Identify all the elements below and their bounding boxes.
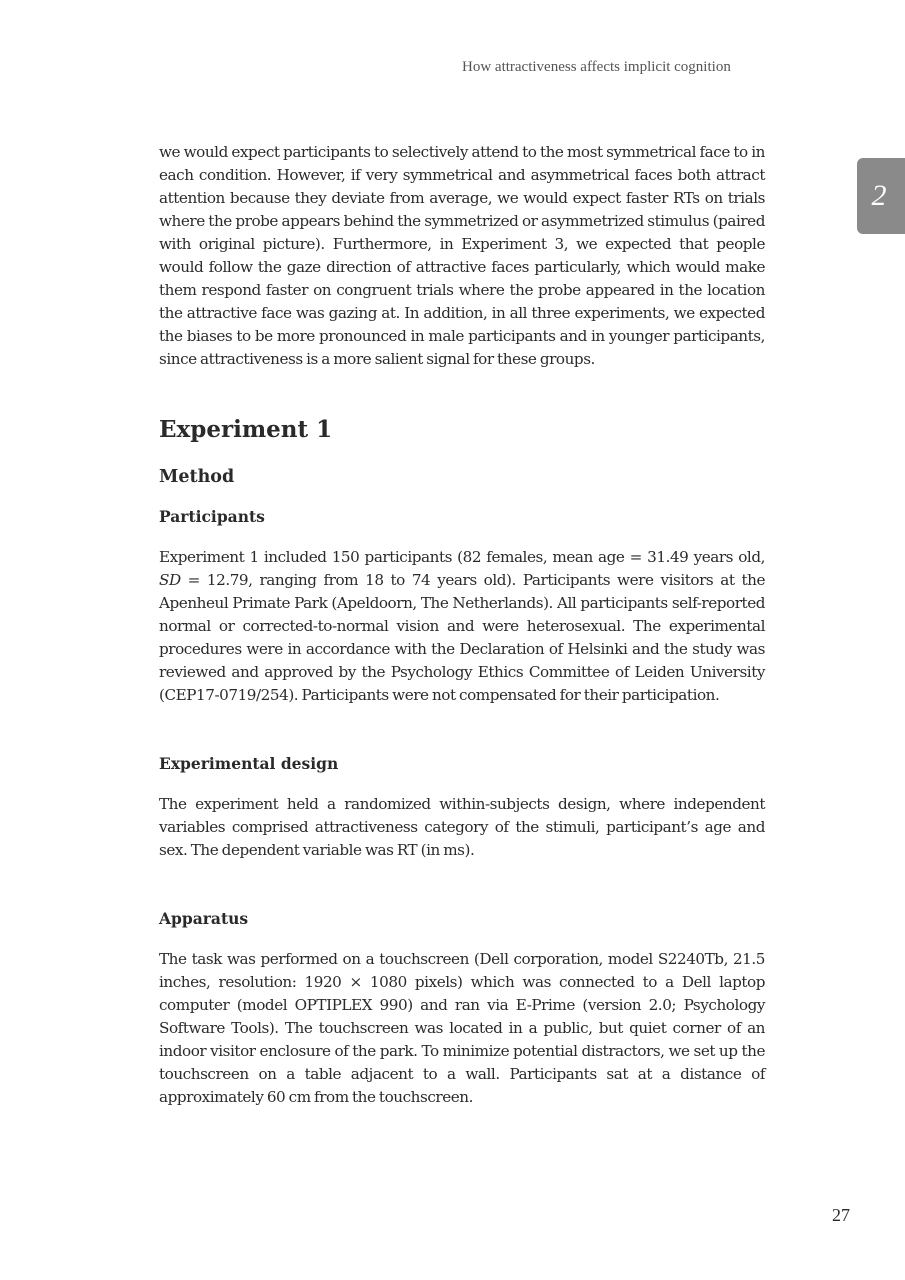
sd-symbol: SD: [159, 571, 181, 589]
apparatus-heading: Apparatus: [159, 909, 249, 928]
main-content: [159, 141, 765, 1109]
experiment-heading: Experiment 1: [159, 416, 333, 443]
participants-text-post: = 12.79, ranging from 18 to 74 years old). Participants were visitors at the Apenheul Primate Park (Apeldoorn, The Netherlands). All participants self-reported normal or corrected-to-normal vision and were heterosexual. The experimental procedures were in accordance with the Declaration of Helsinki and the study was reviewed and approved by the Psychology Ethics Committee of Leiden University (CEP17-0719/254). Participants were not compensated for their participation.: [159, 571, 765, 704]
design-paragraph: The experiment held a randomized within-subjects design, where independent variables comprised attractiveness category of the stimuli, participant’s age and sex. The dependent variable was RT (in ms).: [159, 795, 765, 859]
page-number: 27: [832, 1205, 850, 1225]
apparatus-paragraph: The task was performed on a touchscreen (Dell corporation, model S2240Tb, 21.5 inches, resolution: 1920 × 1080 pixels) which was connected to a Dell laptop computer (model OPTIPLEX 990) and ran via E-Prime (version 2.0; Psychology Software Tools). The touchscreen was located in a public, but quiet corner of an indoor visitor enclosure of the park. To minimize potential distractors, we set up the touchscreen on a table adjacent to a wall. Participants sat at a distance of approximately 60 cm from the touchscreen.: [159, 950, 765, 1106]
design-heading: Experimental design: [159, 754, 339, 773]
method-heading: Method: [159, 467, 235, 487]
participants-text-pre: Experiment 1 included 150 participants (82 females, mean age = 31.49 years old,: [159, 548, 765, 566]
running-head-title: How attractiveness affects implicit cognition: [462, 59, 731, 75]
participants-paragraph: [159, 546, 765, 707]
intro-paragraph: we would expect participants to selectively attend to the most symmetrical face to in each condition. However, if very symmetrical and asymmetrical faces both attract attention because they deviate from average, we would expect faster RTs on trials where the probe appears behind the symmetrized or asymmetrized stimulus (paired with original picture). Furthermore, in Experiment 3, we expected that people would follow the gaze direction of attractive faces particularly, which would make them respond faster on congruent trials where the probe appeared in the location the attractive face was gazing at. In addition, in all three experiments, we expected the biases to be more pronounced in male participants and in younger participants, since attractiveness is a more salient signal for these groups.: [159, 143, 765, 368]
chapter-tab: [857, 158, 905, 234]
chapter-number: 2: [871, 179, 887, 212]
participants-heading: Participants: [159, 507, 265, 526]
